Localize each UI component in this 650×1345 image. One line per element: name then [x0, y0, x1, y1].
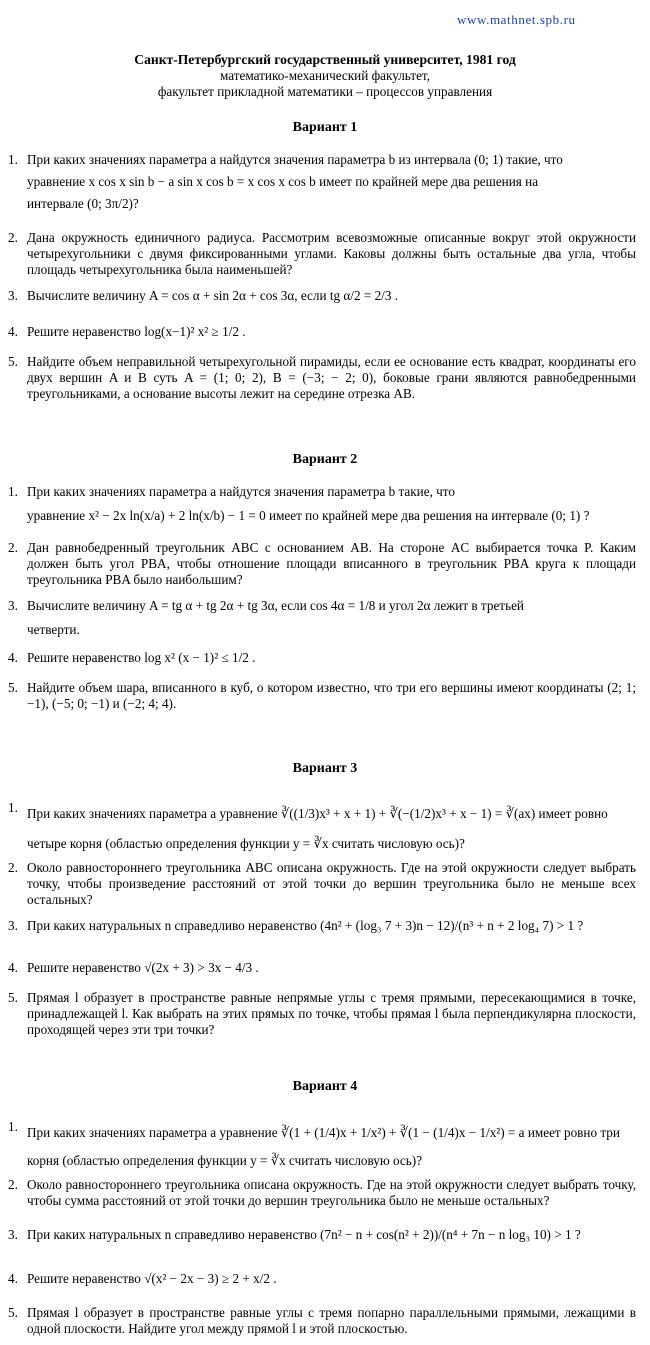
problem-4-4: 4. Решите неравенство √(x² − 2x − 3) ≥ 2 + x/2 . [8, 1271, 277, 1286]
variant-4-problems [0, 1119, 650, 1341]
problem-1-2: 2. Дана окружность единичного радиуса. Рассмотрим всевозможные описанные вокруг этой окружности четырехугольники с двумя фиксированными углами. Каковы должны быть остальные два угла, чтобы площадь четырехугольника была наименьшей? [8, 230, 636, 277]
university-title: Санкт-Петербургский государственный университет, 1981 год [134, 52, 516, 67]
faculty-line-1: математико-механический факультет, [220, 68, 430, 83]
problem-2-3: 3. Вычислите величину A = tg α + tg 2α + tg 3α, если cos 4α = 1/8 и угол 2α лежит в третьей четверти. [8, 598, 524, 637]
problem-3-1: 1. При каких значениях параметра a уравнение ∛((1/3)x³ + x + 1) + ∛(−(1/2)x³ + x − 1) = ∛(ax) имеет ровно четыре корня (областью определения функции y = ∛x считать числовую ось)? [8, 800, 608, 851]
problem-2-4: 4. Решите неравенство log x² (x − 1)² ≤ 1/2 . [8, 650, 256, 665]
variant-3-title: Вариант 3 [292, 761, 358, 776]
document-header [0, 52, 650, 100]
variant-4-title: Вариант 4 [292, 1079, 358, 1094]
problem-4-5: 5. Прямая l образует в пространстве равные углы с тремя попарно параллельными прямыми, лежащими в одной плоскости. Найдите угол между прямой l и этой плоскостью. [8, 1305, 636, 1336]
problem-2-5: 5. Найдите объем шара, вписанного в куб, о котором известно, что три его вершины имеют координаты (2; 1; −1), (−5; 0; −1) и (−2; 4; 4). [8, 680, 636, 711]
problem-1-3: 3. Вычислите величину A = cos α + sin 2α + cos 3α, если tg α/2 = 2/3 . [8, 288, 399, 303]
faculty-line-2: факультет прикладной математики – процессов управления [157, 84, 493, 99]
problem-2-2: 2. Дан равнобедренный треугольник ABC с основанием AB. На стороне AC выбирается точка P. Каким должен быть угол PBA, чтобы отношение площади вписанного в треугольник PBA круга к площади треугольника PBA было наибольшим? [8, 540, 636, 587]
problem-4-3: 3. При каких натуральных n справедливо неравенство (7n² − n + cos(n² + 2))/(n⁴ + 7n − n log₃ 10) > 1 ? [8, 1227, 581, 1242]
variant-1-problems [0, 152, 650, 410]
variant-3-problems [0, 800, 650, 1046]
problem-3-4: 4. Решите неравенство √(2x + 3) > 3x − 4/3 . [8, 960, 259, 975]
problem-3-3: 3. При каких натуральных n справедливо неравенство (4n² + (log₃ 7 + 3)n − 12)/(n³ + n + 2 log₄ 7) > 1 ? [8, 918, 584, 933]
problem-4-1: 1. При каких значениях параметра a уравнение ∛(1 + (1/4)x + 1/x²) + ∛(1 − (1/4)x − 1/x²) = a имеет ровно три корня (областью определения функции y = ∛x считать числовую ось)? [8, 1119, 620, 1168]
problem-3-2: 2. Около равностороннего треугольника ABC описана окружность. Где на этой окружности следует выбрать точку, чтобы произведение расстояний от этой точки до вершин треугольника было не меньше всех остальных? [8, 860, 636, 907]
problem-2-1: 1. При каких значениях параметра a найдутся значения параметра b такие, что уравнение x² − 2x ln(x/a) + 2 ln(x/b) − 1 = 0 имеет по крайней мере два решения на интервале (0; 1) ? [8, 484, 590, 523]
problem-4-2: 2. Около равностороннего треугольника описана окружность. Где на этой окружности следует выбрать точку, чтобы сумма расстояний от этой точки до вершин треугольника было не меньше остальных? [8, 1177, 636, 1208]
problem-1-1: 1. При каких значениях параметра a найдутся значения параметра b из интервала (0; 1) такие, что уравнение x cos x sin b − a sin x cos b = x cos x cos b имеет по крайней мере два решения на интервале (0; 3π/2)? [8, 152, 563, 211]
problem-1-4: 4. Решите неравенство log(x−1)² x² ≥ 1/2 . [8, 324, 246, 339]
variant-2-problems [0, 484, 650, 720]
variant-2-title: Вариант 2 [292, 452, 358, 467]
problem-1-5: 5. Найдите объем неправильной четырехугольной пирамиды, если ее основание есть квадрат, координаты его двух вершин A и B суть A = (1; 0; 2), B = (−3; − 2; 0), боковые грани являются равнобедренными треугольниками, а основание высоты лежит на середине отрезка AB. [8, 354, 636, 401]
site-url[interactable]: www.mathnet.spb.ru [457, 12, 576, 27]
problem-3-5: 5. Прямая l образует в пространстве равные непрямые углы с тремя прямыми, пересекающимися в точке, принадлежащей l. Как выбрать на этих прямых по точке, чтобы прямая l была перпендикулярна плоскости, проходящей через эти три точки? [8, 990, 637, 1037]
variant-1-title: Вариант 1 [292, 120, 358, 135]
